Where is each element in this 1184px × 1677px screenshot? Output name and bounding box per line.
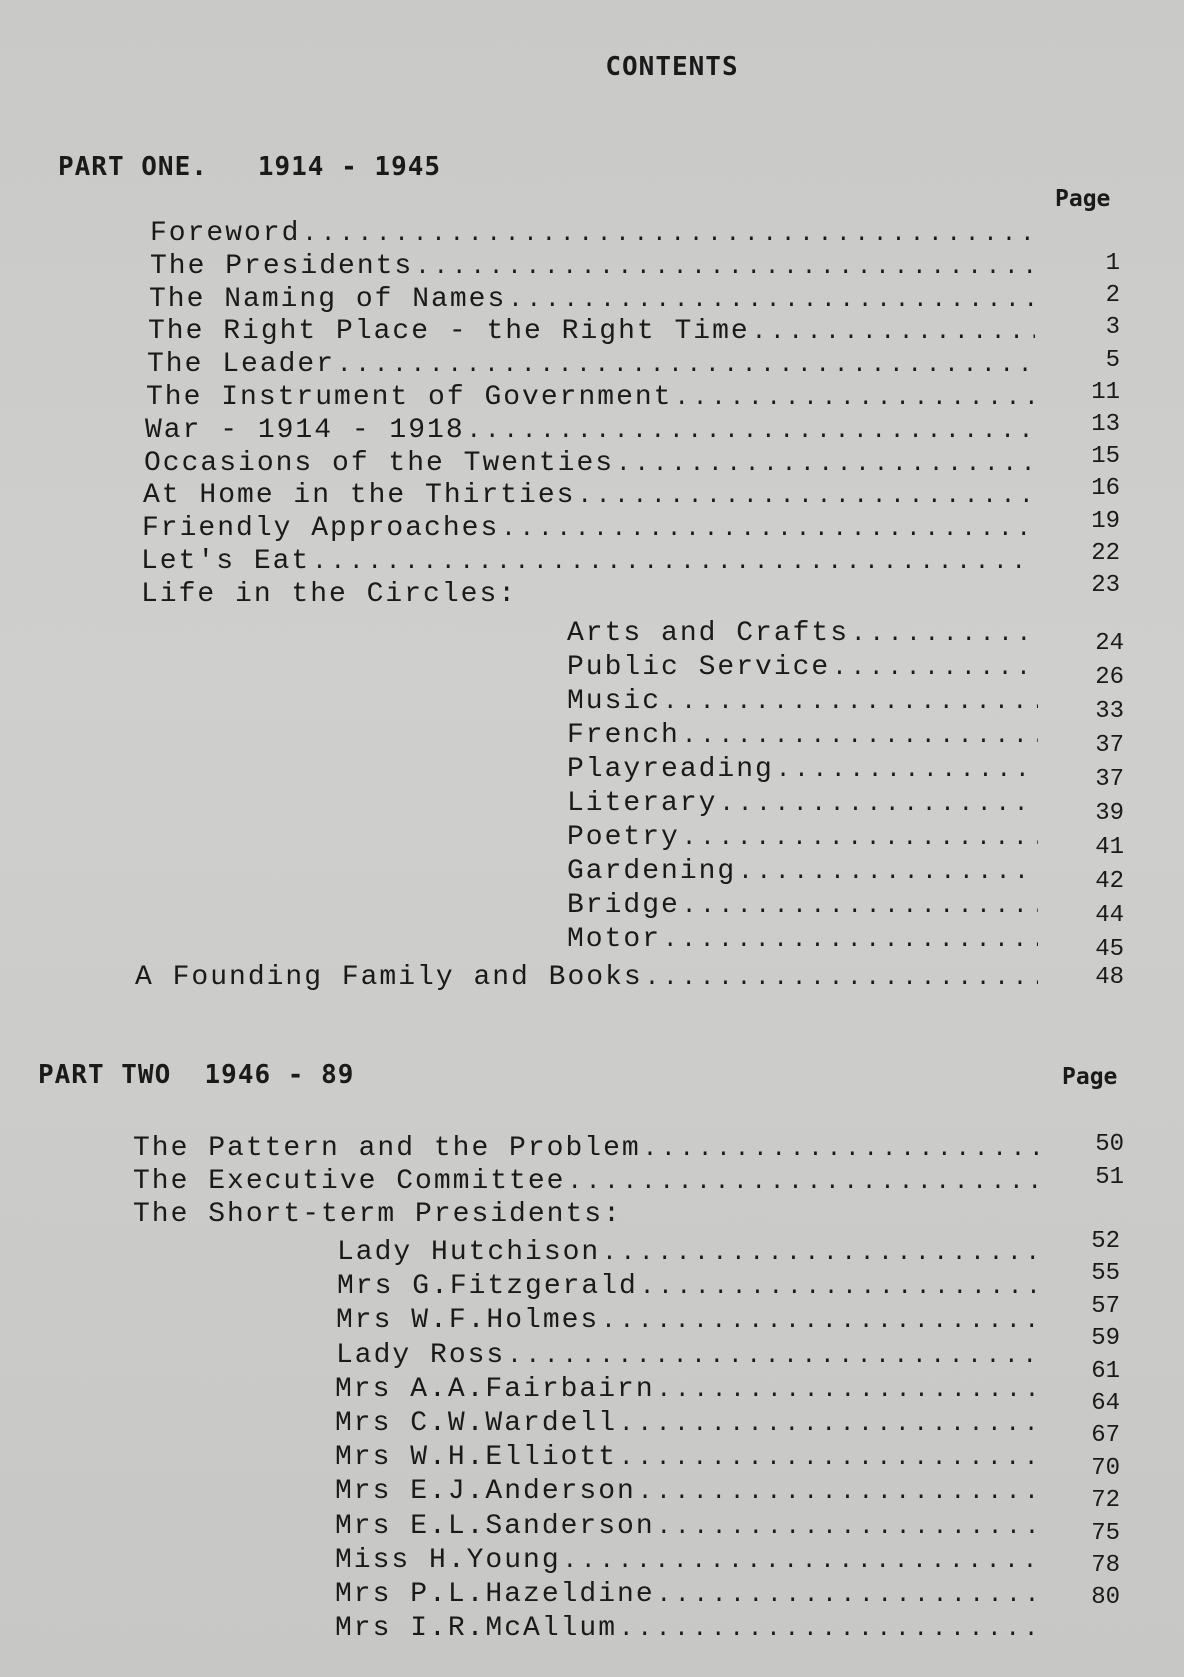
page-number: 13: [1091, 411, 1120, 438]
president-entry-leader-dots: [640, 1274, 1036, 1301]
circle-entry-title: Poetry: [567, 822, 680, 852]
toc-entry: [135, 962, 1038, 992]
page-number: 11: [1091, 378, 1120, 406]
toc-entry-title: Let's Eat: [141, 546, 311, 576]
president-entry-title: Mrs E.L.Sanderson: [335, 1510, 655, 1541]
toc-entry-leader-dots: [616, 451, 1035, 478]
page-number: 37: [1095, 766, 1124, 793]
toc-entry-leader-dots: [467, 418, 1035, 445]
page-number: 57: [1091, 1292, 1120, 1320]
president-entry: [336, 1305, 1036, 1335]
toc-entry-leader-dots: [415, 254, 1035, 281]
president-entry-leader-dots: [657, 1514, 1036, 1541]
page-number: 78: [1091, 1552, 1120, 1579]
toc-entry-title: Friendly Approaches: [142, 513, 500, 544]
circle-entry-title: Bridge: [567, 890, 680, 920]
toc-entry-title: The Right Place - the Right Time: [148, 316, 750, 347]
president-entry: [336, 1340, 1036, 1370]
page-number: 1: [1105, 250, 1120, 277]
president-entry-title: Mrs E.J.Anderson: [335, 1476, 636, 1507]
president-entry-title: Miss H.Young: [335, 1544, 561, 1575]
page-number: 37: [1095, 732, 1124, 759]
page-number: 39: [1095, 800, 1124, 827]
circle-entry-title: Music: [567, 686, 662, 716]
circle-entry-leader-dots: [663, 689, 1038, 716]
circle-entry: [567, 890, 1038, 920]
president-entry-leader-dots: [638, 1479, 1036, 1506]
toc-entry-leader-dots: [645, 965, 1038, 992]
page-number: 67: [1091, 1422, 1120, 1450]
circle-entry: [567, 822, 1038, 852]
president-entry-title: Mrs W.F.Holmes: [336, 1305, 600, 1336]
president-entry-leader-dots: [657, 1582, 1036, 1609]
circle-entry: [567, 618, 1038, 648]
president-entry-leader-dots: [602, 1240, 1036, 1267]
president-entry: [335, 1511, 1036, 1541]
circle-entry: [567, 924, 1038, 954]
president-entry-leader-dots: [619, 1616, 1036, 1643]
page-number: 48: [1095, 964, 1124, 991]
toc-entry-title: At Home in the Thirties: [143, 480, 576, 511]
part-one-page-label: Page: [1055, 186, 1111, 212]
president-entry-title: Mrs C.W.Wardell: [335, 1408, 618, 1438]
circle-entry-title: Playreading: [567, 754, 774, 784]
page-number: 44: [1095, 902, 1124, 929]
toc-entry: [150, 251, 1035, 281]
toc-entry-leader-dots: [337, 352, 1035, 379]
page-number: 72: [1091, 1487, 1120, 1515]
circle-entry-leader-dots: [682, 723, 1038, 750]
toc-entry-leader-dots: [567, 1169, 1040, 1196]
page-number: 80: [1091, 1584, 1120, 1612]
part-two-page-label: Page: [1062, 1064, 1118, 1090]
circle-entry: [567, 754, 1038, 784]
president-entry-title: Mrs I.R.McAllum: [335, 1613, 618, 1644]
page-number: 55: [1091, 1260, 1120, 1288]
president-entry: [337, 1271, 1036, 1301]
page-number: 50: [1095, 1131, 1124, 1158]
toc-entry-title: Foreword: [150, 218, 301, 248]
page-number: 59: [1091, 1325, 1120, 1353]
president-entry: [335, 1442, 1036, 1472]
toc-entry-title: The Short-term Presidents:: [133, 1199, 622, 1229]
toc-entry-leader-dots: [674, 385, 1035, 412]
toc-entry: [148, 316, 1035, 346]
page-number: 45: [1095, 936, 1124, 963]
toc-entry-leader-dots: [501, 516, 1035, 543]
page-number: 33: [1095, 698, 1124, 725]
toc-entry: [147, 349, 1035, 379]
circle-entry-title: Arts and Crafts: [567, 618, 850, 648]
page-number: 2: [1105, 282, 1120, 310]
page-number: 5: [1105, 346, 1120, 374]
toc-entry-leader-dots: [752, 319, 1035, 346]
president-entry-title: Mrs A.A.Fairbairn: [335, 1373, 655, 1404]
toc-entry: [141, 546, 1035, 576]
toc-entry: [149, 284, 1035, 314]
circle-entry-title: French: [567, 720, 680, 750]
toc-entry: [141, 579, 1035, 609]
toc-entry: [133, 1199, 1040, 1229]
page-number: 26: [1095, 664, 1124, 691]
toc-entry: [143, 480, 1035, 510]
president-entry: [335, 1374, 1036, 1404]
toc-entry-title: The Naming of Names: [149, 283, 507, 314]
president-entry: [335, 1476, 1036, 1506]
president-entry: [335, 1579, 1036, 1609]
toc-entry-title: War - 1914 - 1918: [145, 414, 465, 445]
toc-entry-title: The Leader: [147, 349, 336, 380]
page-number: 19: [1091, 507, 1120, 535]
circle-entry-leader-dots: [832, 655, 1038, 682]
page-number: 64: [1091, 1390, 1120, 1417]
president-entry: [335, 1408, 1036, 1438]
page-number: 75: [1091, 1519, 1120, 1547]
page-number: 3: [1105, 314, 1120, 342]
circle-entry-leader-dots: [682, 825, 1038, 852]
toc-entry: [146, 382, 1035, 412]
page-number: 61: [1091, 1357, 1120, 1385]
page-number: 52: [1091, 1228, 1120, 1255]
circle-entry: [567, 652, 1038, 682]
president-entry-title: Lady Hutchison: [337, 1237, 601, 1267]
toc-entry-leader-dots: [577, 483, 1035, 510]
toc-entry-leader-dots: [302, 221, 1035, 248]
circle-entry: [567, 788, 1038, 818]
part-two-heading: PART TWO 1946 - 89: [38, 1060, 355, 1090]
president-entry-leader-dots: [601, 1308, 1036, 1335]
toc-entry: [133, 1166, 1040, 1196]
president-entry-leader-dots: [563, 1548, 1036, 1575]
president-entry-leader-dots: [619, 1411, 1036, 1438]
page-number: 16: [1091, 475, 1120, 503]
toc-entry-title: The Instrument of Government: [146, 382, 673, 412]
page-number: 51: [1095, 1164, 1124, 1191]
president-entry-title: Mrs W.H.Elliott: [335, 1442, 618, 1473]
page-number: 15: [1091, 443, 1120, 471]
toc-entry: [133, 1133, 1040, 1163]
page-number: 23: [1091, 572, 1120, 599]
circle-entry: [567, 686, 1038, 716]
president-entry-title: Mrs G.Fitzgerald: [337, 1271, 638, 1302]
circle-entry: [567, 856, 1038, 886]
page-title: CONTENTS: [605, 52, 739, 82]
toc-entry: [145, 415, 1035, 445]
circle-entry-leader-dots: [682, 893, 1038, 920]
toc-entry-title: The Pattern and the Problem: [133, 1133, 641, 1163]
toc-entry: [142, 513, 1035, 543]
circle-entry-leader-dots: [719, 791, 1038, 818]
toc-entry-title: Occasions of the Twenties: [144, 447, 615, 478]
president-entry: [335, 1545, 1036, 1575]
toc-entry: [150, 218, 1035, 248]
toc-entry-title: The Presidents: [150, 250, 414, 281]
part-one-heading: PART ONE. 1914 - 1945: [58, 152, 442, 182]
toc-entry-leader-dots: [312, 549, 1035, 576]
circle-entry-title: Gardening: [567, 856, 737, 886]
toc-entry-title: Life in the Circles:: [141, 578, 518, 609]
toc-entry: [144, 448, 1035, 478]
page-number: 24: [1095, 630, 1124, 657]
president-entry-leader-dots: [507, 1343, 1036, 1370]
circle-entry-leader-dots: [738, 859, 1038, 886]
circle-entry-leader-dots: [663, 927, 1038, 954]
toc-entry-title: The Executive Committee: [133, 1166, 566, 1196]
president-entry: [335, 1613, 1036, 1643]
page-number: 41: [1095, 834, 1124, 861]
president-entry-leader-dots: [619, 1445, 1036, 1472]
president-entry-leader-dots: [657, 1377, 1036, 1404]
president-entry-title: Mrs P.L.Hazeldine: [335, 1579, 655, 1609]
president-entry-title: Lady Ross: [336, 1339, 506, 1370]
circle-entry-leader-dots: [851, 621, 1038, 648]
circle-entry-title: Literary: [567, 788, 718, 818]
circle-entry-title: Public Service: [567, 652, 831, 682]
circle-entry: [567, 720, 1038, 750]
toc-entry-leader-dots: [643, 1136, 1040, 1163]
page-number: 70: [1091, 1454, 1120, 1482]
toc-entry-leader-dots: [508, 287, 1035, 314]
toc-entry-title: A Founding Family and Books: [135, 962, 643, 992]
president-entry: [337, 1237, 1036, 1267]
page-number: 22: [1091, 539, 1120, 567]
page-number: 42: [1095, 868, 1124, 895]
circle-entry-title: Motor: [567, 924, 662, 954]
circle-entry-leader-dots: [776, 757, 1038, 784]
